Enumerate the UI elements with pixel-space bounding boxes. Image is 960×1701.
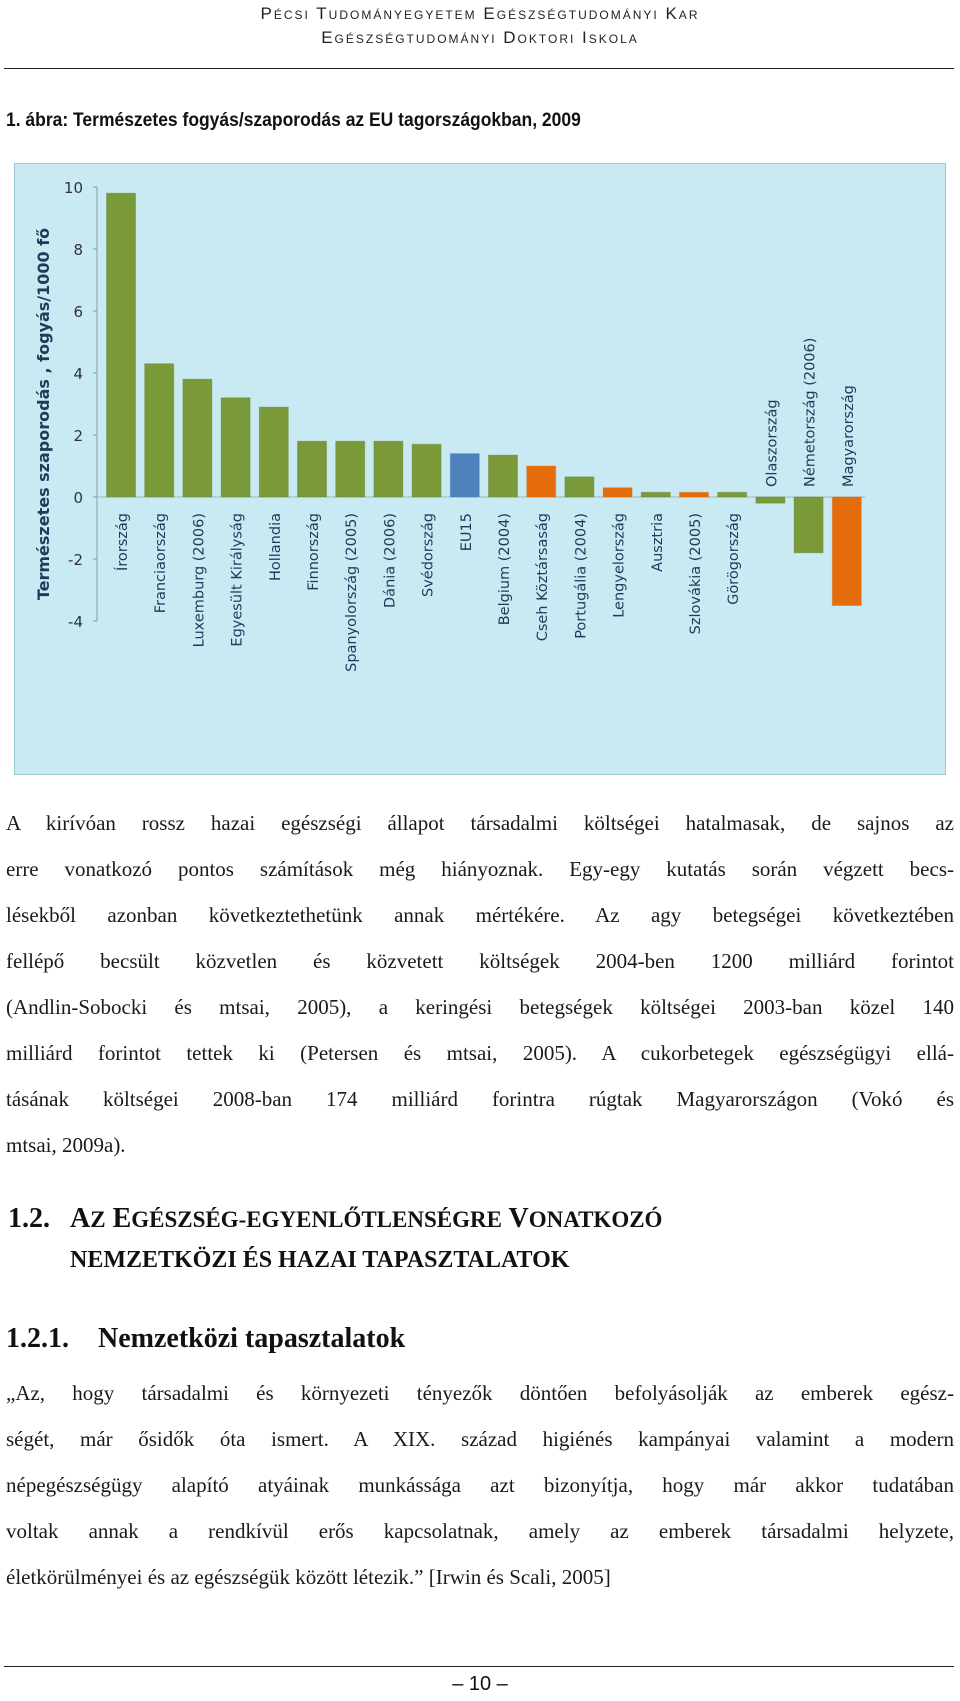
category-label: Németország (2006) [802,337,819,487]
y-tick-label: 10 [63,179,83,197]
category-label: Belgium (2004) [497,513,513,626]
bar-chart [14,163,946,775]
header-rule [4,68,954,69]
category-label: Írország [115,513,131,572]
section-title-line1: AZ EGÉSZSÉG-EGYENLŐTLENSÉGRE VONATKOZÓ [70,1203,663,1234]
text-line: erre vonatkozó pontos számítások még hiányoznak. Egy-egy kutatás során végzett becs- [6,857,954,881]
category-label: Dánia (2006) [382,513,399,608]
bar [832,497,861,606]
bar [412,444,441,497]
bar [756,497,785,503]
category-label: Olaszország [764,399,781,487]
page-number: – 10 – [452,1673,508,1695]
bar [107,193,136,497]
bar [794,497,823,553]
text-line: fellépő becsült közvetlen és közvetett költségek 2004-ben 1200 milliárd forintot [6,949,954,973]
bar [183,379,212,497]
bar [565,477,594,497]
subsection-title: Nemzetközi tapasztalatok [98,1323,406,1354]
category-label: Görögország [726,513,743,605]
page-header [0,0,960,50]
category-label: Magyarország [840,385,857,487]
header-university: Pécsi Tudományegyetem Egészségtudományi Kar [260,4,700,23]
y-axis-label: Természetes szaporodás , fogyás/1000 fő [34,227,53,601]
text-line: mtsai, 2009a). [6,1133,126,1157]
bar [374,441,403,497]
category-label: EU15 [458,513,475,552]
category-label: Ausztria [649,513,666,572]
bar [259,407,288,497]
figure-caption: 1. ábra: Természetes fogyás/szaporodás az EU tagországokban, 2009 [6,110,581,131]
bar [450,454,479,497]
category-label: Spanyolország (2005) [344,513,361,672]
header-school: Egészségtudományi Doktori Iskola [321,28,639,47]
chart-svg [15,164,945,774]
text-line: ségét, már ősidők óta ismert. A XIX. század higiénés kampányai valamint a modern [6,1427,954,1451]
subsection-heading [6,1323,405,1355]
text-line: tásának költségei 2008-ban 174 milliárd forintra rúgtak Magyarországon (Vokó és [6,1087,954,1111]
text-line: (Andlin-Sobocki és mtsai, 2005), a keringési betegségek költségei 2003-ban közel 140 [6,995,954,1019]
y-tick-label: 2 [73,427,83,445]
bar [145,364,174,497]
category-label: Szlovákia (2005) [688,513,704,635]
category-label: Svédország [420,513,437,597]
section-title-line2: NEMZETKÖZI ÉS HAZAI TAPASZTALATOK [70,1247,570,1273]
category-label: Portugália (2004) [573,513,590,639]
bar [221,398,250,497]
text-line: milliárd forintot tettek ki (Petersen és mtsai, 2005). A cukorbetegek egészségügyi ellá- [6,1041,954,1065]
paragraph-quote [6,1370,954,1600]
text-line: életkörülményei és az egészségük között létezik.” [Irwin és Scali, 2005] [6,1565,611,1589]
y-tick-label: 0 [73,489,83,507]
category-label: Luxemburg (2006) [191,513,208,648]
bar [641,492,670,497]
bar [336,441,365,497]
y-tick-label: -2 [68,551,83,569]
y-tick-label: -4 [68,613,83,631]
bar [603,488,632,497]
footer-rule [4,1666,954,1667]
text-line: A kirívóan rossz hazai egészségi állapot társadalmi költségei hatalmasak, de sajnos az [6,811,954,835]
category-label: Hollandia [267,513,284,582]
y-tick-label: 6 [73,303,83,321]
subsection-number: 1.2.1. [6,1323,69,1354]
text-line: „Az, hogy társadalmi és környezeti tényezők döntően befolyásolják az emberek egész- [6,1381,954,1405]
y-tick-label: 4 [73,365,83,383]
bar [489,455,518,497]
category-label: Finnország [306,513,322,591]
category-label: Lengyelország [611,513,628,618]
bar [680,492,709,497]
text-line: népegészségügy alapító atyáinak munkássága azt bizonyítja, hogy már akkor tudatában [6,1473,954,1497]
category-label: Franciaország [153,513,170,614]
bar [718,492,747,497]
bar [298,441,327,497]
paragraph-costs [6,800,954,1168]
text-line: voltak annak a rendkívül erős kapcsolatnak, amely az emberek társadalmi helyzete, [6,1519,954,1543]
text-line: lésekből azonban következtethetünk annak mértékére. Az agy betegségei következtében [6,903,954,927]
section-number: 1.2. [8,1203,50,1234]
category-label: Egyesült Királyság [229,513,246,647]
category-label: Cseh Köztársaság [535,513,552,642]
y-tick-label: 8 [73,241,83,259]
bar [527,466,556,497]
